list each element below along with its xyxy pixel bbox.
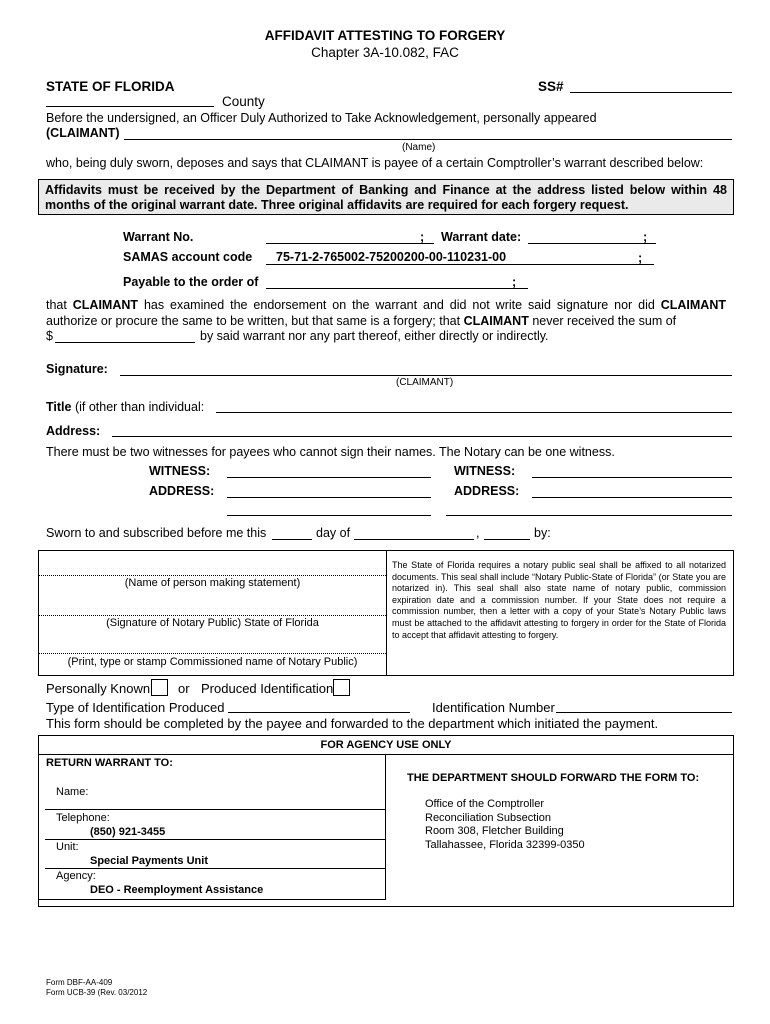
agency-value: DEO - Reemployment Assistance — [90, 884, 264, 896]
notice-text: Affidavits must be received by the Department of Banking and Finance at the address listed below within 48 months of the original warrant date. Three original affidavits are required for each forgery request. — [45, 183, 727, 212]
sworn-text-a: Sworn to and subscribed before me this — [46, 526, 267, 540]
intro-line: Before the undersigned, an Officer Duly Authorized to Take Acknowledgement, personally appeared — [46, 111, 597, 125]
witness-label-1: WITNESS: — [149, 464, 211, 478]
witness-1-field[interactable] — [227, 477, 431, 478]
witness-1-address-field[interactable] — [227, 497, 431, 498]
claimant-word: CLAIMANT — [660, 298, 726, 312]
forward-label: THE DEPARTMENT SHOULD FORWARD THE FORM TO: — [407, 772, 700, 784]
name-label: Name: — [56, 786, 89, 798]
address-line: Room 308, Fletcher Building — [425, 825, 564, 837]
witness-2-address-field[interactable] — [532, 497, 732, 498]
address-label: Address: — [46, 424, 101, 438]
statement-text: never received the sum of — [528, 313, 677, 328]
county-field[interactable] — [46, 106, 214, 107]
notary-print-field[interactable] — [39, 653, 386, 654]
warrant-no-field[interactable] — [266, 243, 434, 244]
or-label: or — [178, 681, 190, 696]
payable-label: Payable to the order of — [123, 275, 259, 289]
completion-note: This form should be completed by the payee and forwarded to the department which initiated the payment. — [46, 716, 659, 731]
witness-1-address-field-2[interactable] — [227, 515, 431, 516]
seal-requirements-text: The State of Florida requires a notary public seal shall be affixed to all notarized documents. This seal shall include “Notary Public-State of Florida” (or State you are notarized in). This seal shall also state name of notary public, commission expiration date and a commission number. If your State does not require a commission number, then a letter with a copy of your State’s Notary Public laws must be attached to the affidavit attesting to forgery in order for the State of Florida to accept that affidavit attesting to forgery. — [392, 560, 726, 640]
semicolon: ; — [643, 230, 648, 244]
warrant-no-label: Warrant No. — [123, 230, 194, 244]
payable-field[interactable] — [266, 288, 528, 289]
address-line: Reconciliation Subsection — [425, 811, 551, 824]
name-statement-field[interactable] — [39, 575, 386, 576]
id-number-field[interactable] — [556, 712, 732, 713]
samas-label: SAMAS account code — [123, 250, 253, 264]
forward-address — [425, 798, 585, 852]
return-warrant-label: RETURN WARRANT TO: — [46, 757, 173, 769]
form-chapter: Chapter 3A-10.082, FAC — [311, 45, 459, 60]
id-type-field[interactable] — [228, 712, 410, 713]
witness-address-label-2: ADDRESS: — [454, 484, 520, 498]
title-note: (if other than individual: — [71, 400, 205, 414]
semicolon: ; — [638, 251, 643, 265]
state-label: STATE OF FLORIDA — [46, 79, 175, 94]
claimant-label: (CLAIMANT) — [46, 126, 120, 140]
title-field[interactable] — [216, 412, 732, 413]
statement-text: has examined the endorsement on the warrant and did not write said signature nor did — [138, 298, 661, 312]
witness-2-field[interactable] — [532, 477, 732, 478]
signature-label: Signature: — [46, 362, 108, 376]
warrant-date-field[interactable] — [528, 243, 656, 244]
sworn-text-b: day of — [316, 526, 351, 540]
witness-address-label-1: ADDRESS: — [149, 484, 215, 498]
address-line: Tallahassee, Florida 32399-0350 — [425, 838, 585, 851]
title-label: Title — [46, 400, 72, 414]
amount-field[interactable] — [55, 342, 195, 343]
name-statement-caption: (Name of person making statement) — [124, 577, 301, 589]
title-label-group — [46, 400, 204, 414]
id-number-label: Identification Number — [432, 700, 555, 715]
dollar-sign: $ — [46, 329, 53, 343]
sworn-day-field[interactable] — [272, 539, 312, 540]
claimant-name-field[interactable] — [124, 139, 732, 140]
telephone-label: Telephone: — [56, 812, 110, 824]
statement-end: by said warrant nor any part thereof, either directly or indirectly. — [200, 329, 549, 343]
warrant-date-label: Warrant date: — [441, 230, 522, 244]
personally-known-label: Personally Known — [46, 681, 151, 696]
unit-label: Unit: — [56, 841, 79, 853]
row-divider — [45, 868, 385, 869]
semicolon: ; — [512, 275, 517, 289]
notary-print-caption: (Print, type or stamp Commissioned name of Notary Public) — [67, 656, 358, 668]
form-number-2: Form UCB-39 (Rev. 03/2012 — [46, 988, 148, 997]
semicolon: ; — [420, 230, 425, 244]
notary-box — [38, 550, 734, 676]
row-divider — [45, 809, 385, 810]
id-type-label: Type of Identification Produced — [46, 700, 225, 715]
notary-divider — [386, 551, 387, 675]
return-warrant-box — [39, 754, 386, 900]
claimant-word: CLAIMANT — [463, 313, 529, 328]
address-field[interactable] — [112, 436, 732, 437]
unit-value: Special Payments Unit — [90, 855, 208, 867]
form-title: AFFIDAVIT ATTESTING TO FORGERY — [264, 28, 506, 43]
witness-intro: There must be two witnesses for payees who cannot sign their names. The Notary can be one witness. — [46, 445, 615, 459]
sworn-text-c: , — [476, 526, 480, 540]
name-caption: (Name) — [402, 142, 436, 153]
agency-label: Agency: — [56, 870, 96, 882]
produced-id-checkbox[interactable] — [333, 679, 350, 696]
signature-field[interactable] — [120, 375, 732, 376]
notary-signature-caption: (Signature of Notary Public) State of Florida — [106, 617, 319, 629]
sworn-year-field[interactable] — [484, 539, 530, 540]
ss-label: SS# — [538, 79, 564, 94]
personally-known-checkbox[interactable] — [151, 679, 168, 696]
county-label: County — [222, 94, 265, 109]
row-divider — [45, 839, 385, 840]
samas-value: 75-71-2-765002-75200200-00-110231-00 — [276, 250, 507, 264]
witness-label-2: WITNESS: — [454, 464, 516, 478]
ss-number-field[interactable] — [570, 92, 732, 93]
statement-text: authorize or procure the same to be written, but that same is a forgery; that — [46, 313, 464, 328]
claimant-word: CLAIMANT — [72, 298, 139, 312]
notice-box — [38, 179, 734, 215]
form-number-1: Form DBF-AA-409 — [46, 978, 113, 987]
sworn-text-d: by: — [534, 526, 551, 540]
telephone-value: (850) 921-3455 — [90, 826, 166, 838]
address-line: Office of the Comptroller — [425, 798, 545, 810]
intro-line-2: who, being duly sworn, deposes and says that CLAIMANT is payee of a certain Comptroller’s warrant described below: — [46, 156, 704, 170]
produced-id-label: Produced Identification — [201, 681, 334, 696]
samas-field[interactable] — [266, 264, 654, 265]
statement-text: that — [46, 298, 73, 312]
notary-signature-field[interactable] — [39, 615, 386, 616]
agency-box — [38, 735, 734, 907]
agency-header: FOR AGENCY USE ONLY — [320, 739, 452, 751]
witness-2-address-field-2[interactable] — [446, 515, 732, 516]
sworn-month-field[interactable] — [354, 539, 474, 540]
statement-paragraph — [46, 298, 726, 329]
signature-caption: (CLAIMANT) — [396, 377, 454, 388]
